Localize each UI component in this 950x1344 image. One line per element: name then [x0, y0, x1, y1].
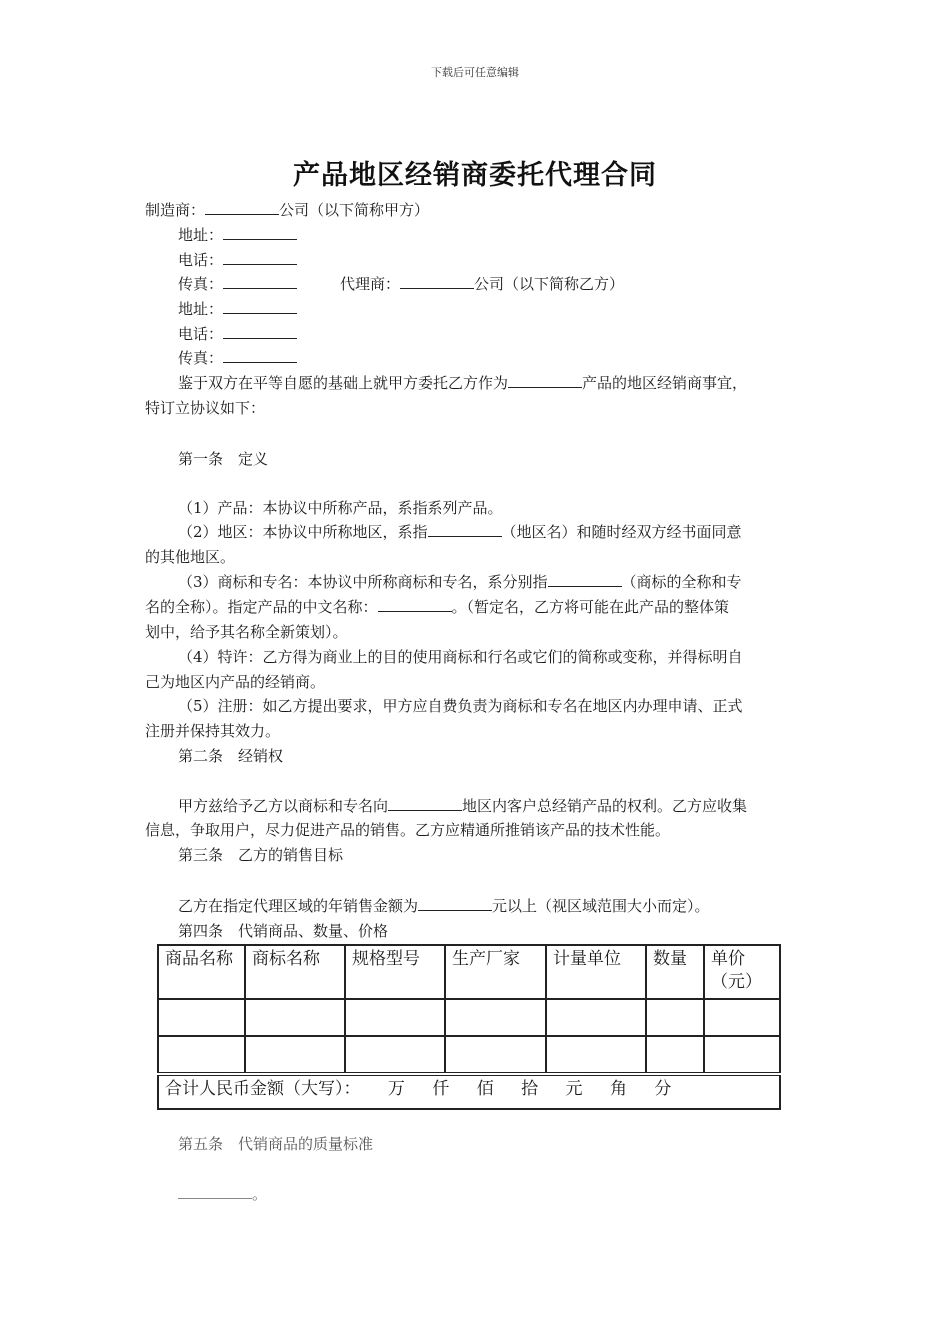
- party-b-phone-blank: [223, 323, 297, 339]
- table-row: [158, 999, 780, 1036]
- party-a-phone-label: 电话：: [178, 251, 224, 269]
- unit-yuan: 元: [565, 1079, 583, 1099]
- table-cell[interactable]: [546, 1036, 646, 1074]
- article-1-item-5: （5）注册：如乙方提出要求，甲方应自费负责为商标和专名在地区内办理申请、正式: [178, 697, 743, 715]
- party-b-address: [178, 298, 297, 320]
- agent-blank: [400, 273, 474, 289]
- party-a-address: [178, 224, 297, 246]
- agent-suffix: 公司（以下简称乙方）: [474, 275, 625, 293]
- party-b-phone: [178, 323, 297, 345]
- table-cell[interactable]: [345, 999, 445, 1036]
- trademark-blank: [548, 571, 622, 587]
- table-cell[interactable]: [245, 999, 345, 1036]
- chinese-name-blank: [378, 596, 452, 612]
- article-2-para-cont: 信息，争取用户，尽力促进产品的销售。乙方应精通所推销该产品的技术性能。: [145, 821, 671, 839]
- article-1-item-4-cont: 己为地区内产品的经销商。: [145, 673, 326, 691]
- header-note: 下载后可任意编辑: [431, 66, 519, 79]
- article-3-para: [178, 895, 710, 917]
- table-cell[interactable]: [158, 999, 245, 1036]
- document-title: 产品地区经销商委托代理合同: [293, 160, 657, 191]
- table-total-row: [158, 1074, 780, 1109]
- preamble-line-2: 特订立协议如下：: [145, 399, 266, 417]
- item-3-text-b: （商标的全称和专: [621, 573, 742, 591]
- table-cell[interactable]: [704, 999, 780, 1036]
- table-header-cell: 计量单位: [546, 945, 646, 999]
- article-4-heading: 第四条 代销商品、数量、价格: [178, 922, 389, 940]
- table-cell[interactable]: [546, 999, 646, 1036]
- article-1-item-5-cont: 注册并保持其效力。: [145, 722, 281, 740]
- item-3-text-d: 。（暂定名，乙方将可能在此产品的整体策: [451, 598, 730, 616]
- table-row: [158, 1036, 780, 1074]
- preamble-blank: [508, 372, 582, 388]
- manufacturer-label: 制造商：: [145, 201, 206, 219]
- item-2-text-a: （2）地区：本协议中所称地区，系指: [178, 523, 428, 541]
- table-header-cell: 商标名称: [245, 945, 345, 999]
- article-3-text-a: 乙方在指定代理区域的年销售金额为: [178, 897, 419, 915]
- article-3-heading: 第三条 乙方的销售目标: [178, 846, 344, 864]
- table-cell[interactable]: [704, 1036, 780, 1074]
- table-header-cell: 规格型号: [345, 945, 445, 999]
- article-5-end-mark: 。: [252, 1185, 268, 1203]
- preamble-line-1: [178, 372, 747, 394]
- article-1-item-2: [178, 521, 742, 543]
- party-b-phone-label: 电话：: [178, 325, 224, 343]
- party-a-address-blank: [223, 224, 297, 240]
- item-3-text-c: 名的全称）。指定产品的中文名称：: [145, 598, 378, 616]
- unit-jiao: 角: [609, 1079, 627, 1099]
- table-cell[interactable]: [245, 1036, 345, 1074]
- item-3-text-a: （3）商标和专名：本协议中所称商标和专名，系分别指: [178, 573, 548, 591]
- preamble-text-a: 鉴于双方在平等自愿的基础上就甲方委托乙方作为: [178, 374, 509, 392]
- party-b-address-blank: [223, 298, 297, 314]
- goods-table: [157, 944, 781, 1110]
- preamble-text-b: 产品的地区经销商事宜，: [582, 374, 748, 392]
- article-3-text-b: 元以上（视区域范围大小而定）。: [492, 897, 710, 915]
- manufacturer-line: [145, 199, 429, 221]
- article-1-item-4: （4）特许：乙方得为商业上的目的使用商标和行名或它们的简称或变称，并得标明自: [178, 648, 743, 666]
- unit-qian: 仟: [432, 1079, 450, 1099]
- agent-line: [340, 273, 624, 295]
- sales-amount-blank: [418, 895, 492, 911]
- article-2-text-b: 地区内客户总经销产品的权利。乙方应收集: [462, 797, 748, 815]
- article-5-heading: 第五条 代销商品的质量标准: [178, 1135, 374, 1153]
- article-1-heading: 第一条 定义: [178, 450, 269, 468]
- table-cell[interactable]: [345, 1036, 445, 1074]
- table-header-cell: 生产厂家: [445, 945, 546, 999]
- table-header-row: [158, 945, 780, 999]
- article-1-item-3-cont-2: 划中，给予其名称全新策划）。: [145, 623, 348, 641]
- agent-label: 代理商：: [340, 275, 401, 293]
- table-cell[interactable]: [158, 1036, 245, 1074]
- table-cell[interactable]: [445, 999, 546, 1036]
- article-1-item-1: （1）产品：本协议中所称产品，系指系列产品。: [178, 499, 503, 517]
- unit-bai: 佰: [476, 1079, 494, 1099]
- article-1-item-3: [178, 571, 742, 593]
- party-a-phone-blank: [223, 249, 297, 265]
- party-a-fax-label: 传真：: [178, 275, 224, 293]
- table-header-cell: 数量: [646, 945, 704, 999]
- table-header-cell: 单价（元）: [704, 945, 780, 999]
- table-cell[interactable]: [646, 1036, 704, 1074]
- article-1-item-2-cont: 的其他地区。: [145, 548, 236, 566]
- item-2-text-b: （地区名）和随时经双方经书面同意: [501, 523, 742, 541]
- party-b-address-label: 地址：: [178, 300, 224, 318]
- article-5-para: [178, 1183, 267, 1205]
- article-2-para: [178, 795, 747, 817]
- quality-standard-blank: [178, 1183, 252, 1199]
- unit-fen: 分: [654, 1079, 672, 1099]
- table-cell[interactable]: [646, 999, 704, 1036]
- party-a-fax: [178, 273, 297, 295]
- party-a-fax-blank: [223, 273, 297, 289]
- article-2-text-a: 甲方兹给予乙方以商标和专名向: [178, 797, 389, 815]
- party-a-phone: [178, 249, 297, 271]
- party-b-fax-label: 传真：: [178, 349, 224, 367]
- unit-wan: 万: [387, 1079, 405, 1099]
- party-b-fax-blank: [223, 347, 297, 363]
- article-1-item-3-cont: [145, 596, 729, 618]
- distribution-region-blank: [388, 795, 462, 811]
- manufacturer-suffix: 公司（以下简称甲方）: [279, 201, 430, 219]
- region-blank: [428, 521, 502, 537]
- party-b-fax: [178, 347, 297, 369]
- table-header-cell: 商品名称: [158, 945, 245, 999]
- manufacturer-blank: [205, 199, 279, 215]
- table-cell[interactable]: [445, 1036, 546, 1074]
- total-label: 合计人民币金额（大写）：: [165, 1079, 361, 1099]
- unit-shi: 拾: [521, 1079, 539, 1099]
- article-2-heading: 第二条 经销权: [178, 747, 284, 765]
- party-a-address-label: 地址：: [178, 226, 224, 244]
- total-amount-cell: [158, 1074, 780, 1109]
